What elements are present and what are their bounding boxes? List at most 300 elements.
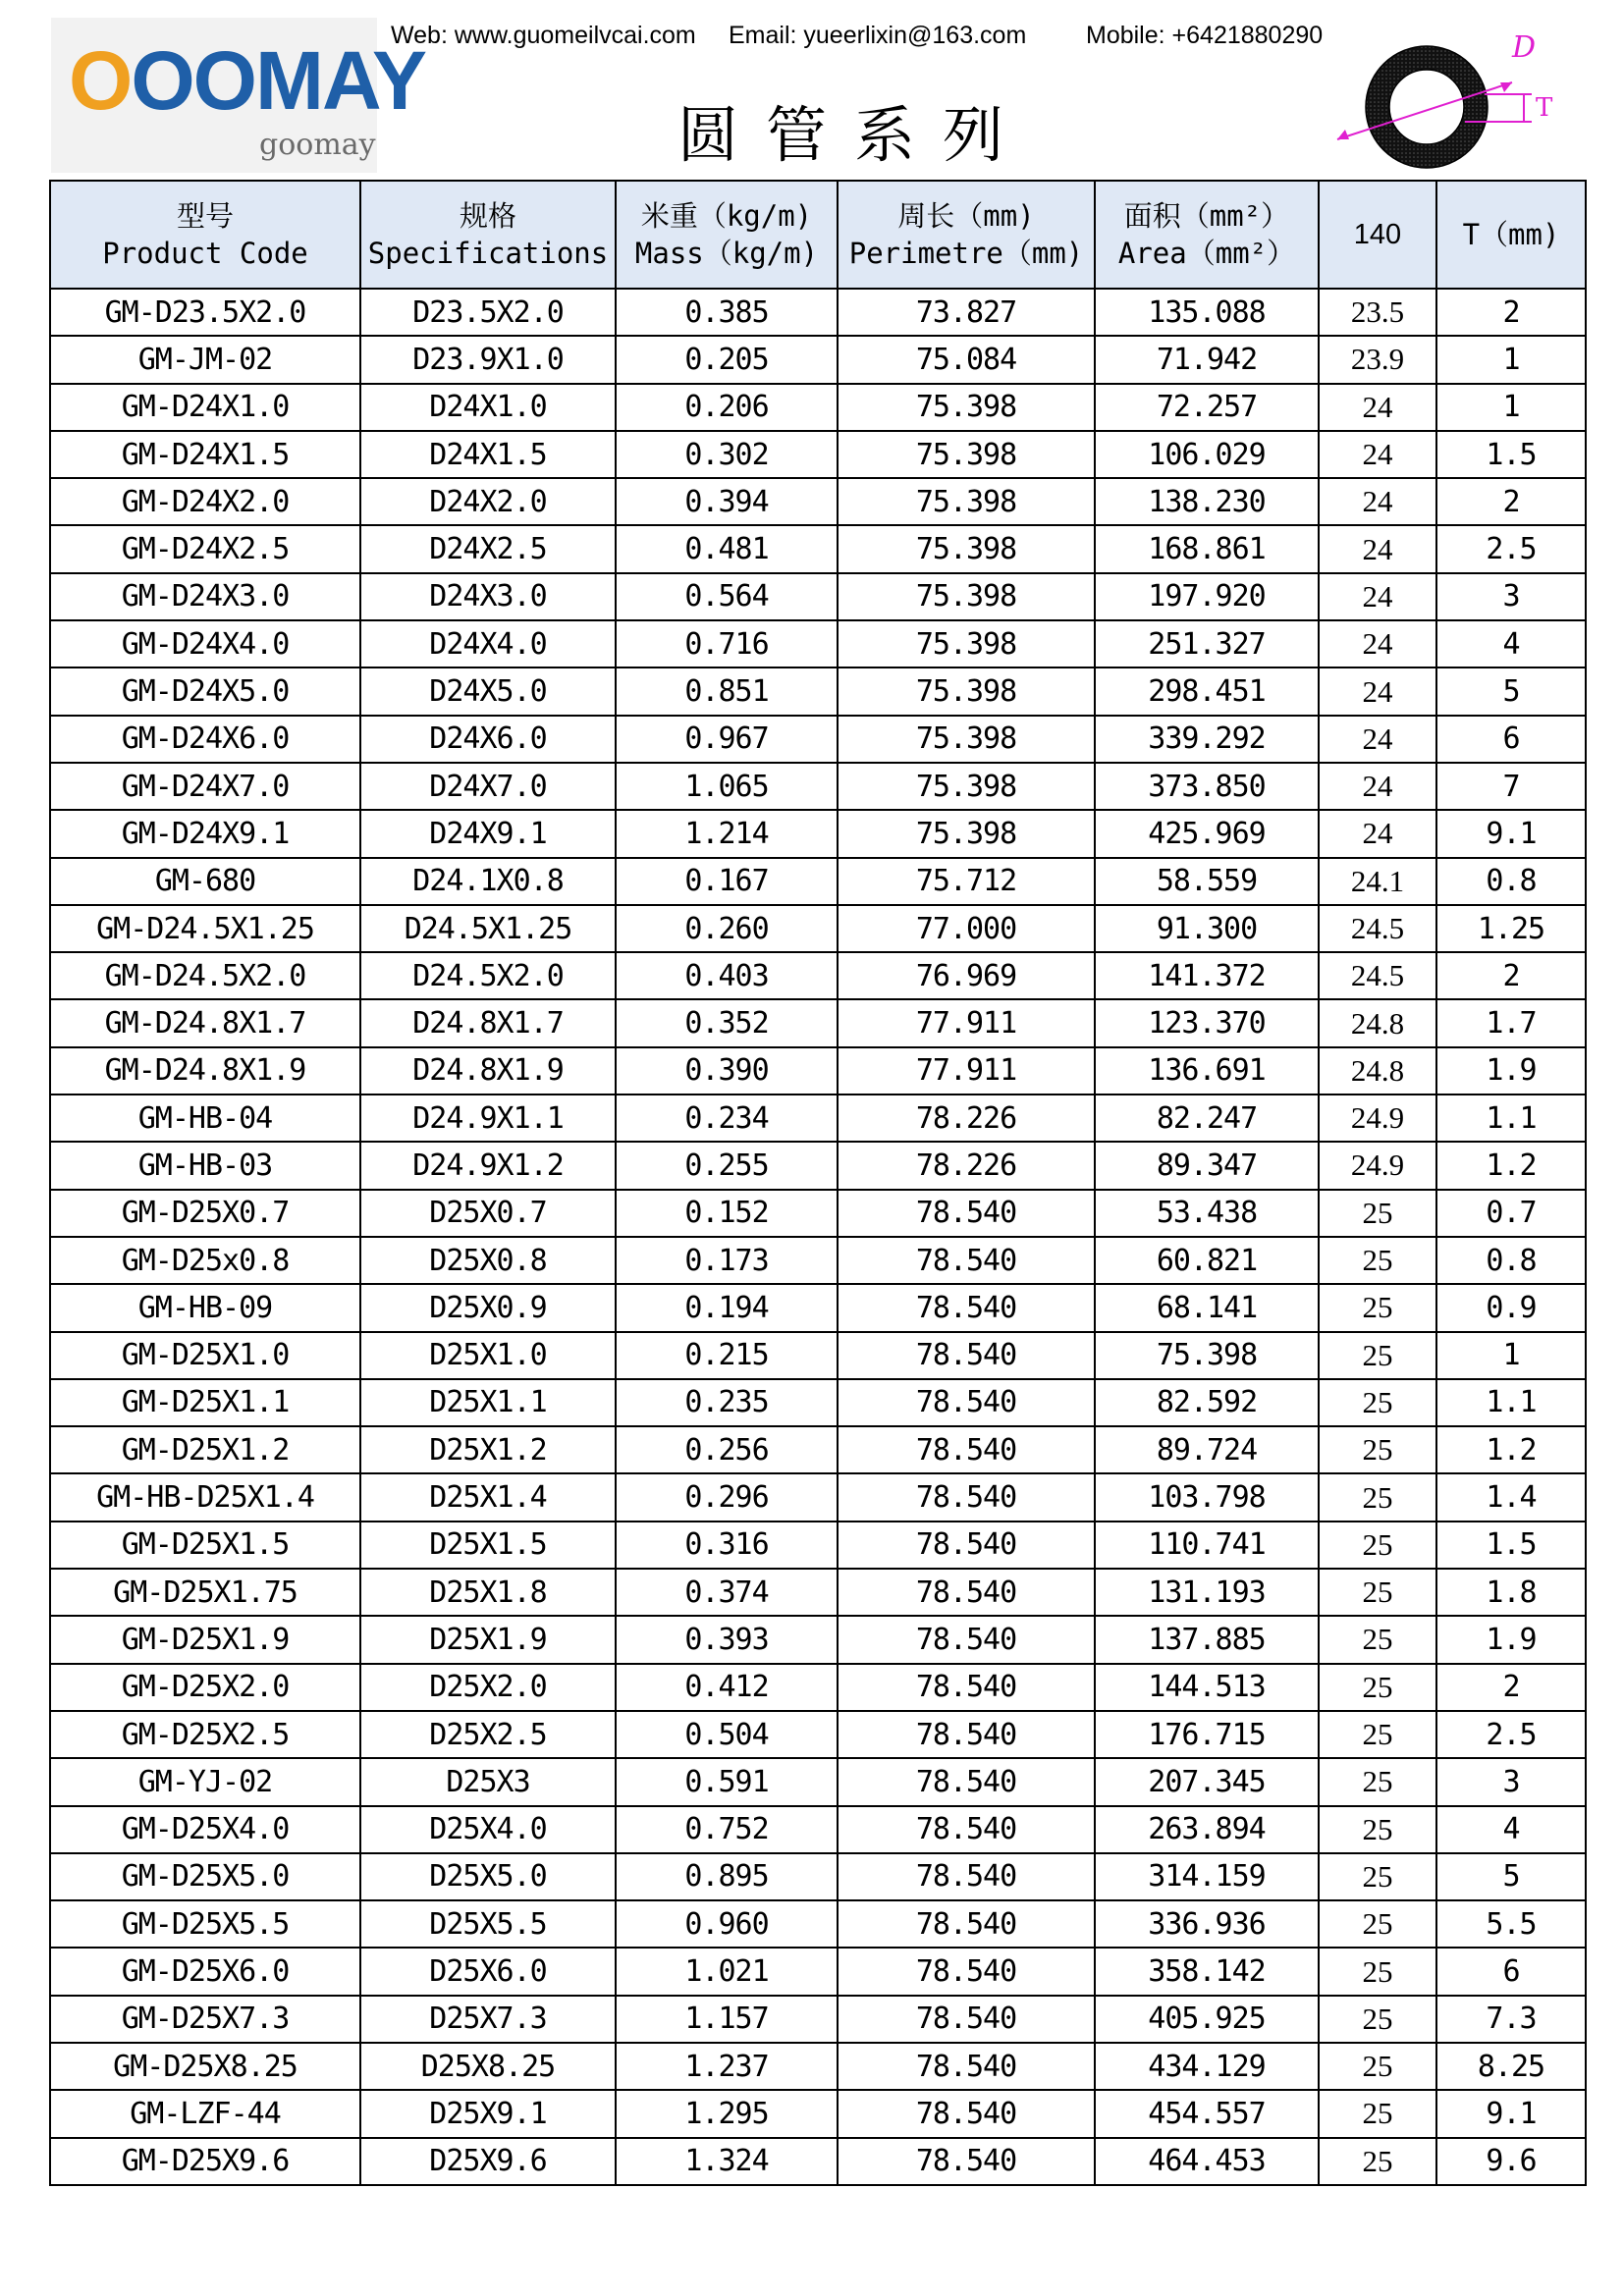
table-row bbox=[50, 1806, 1586, 1853]
cell-mass: 1.324 bbox=[616, 2138, 838, 2185]
table-row bbox=[50, 289, 1586, 336]
cell-diameter: 25 bbox=[1319, 1900, 1436, 1948]
cell-mass: 0.194 bbox=[616, 1284, 838, 1331]
cell-perimetre: 78.540 bbox=[838, 2043, 1095, 2090]
cell-mass: 0.374 bbox=[616, 1569, 838, 1616]
table-row bbox=[50, 763, 1586, 810]
cell-perimetre: 78.540 bbox=[838, 2138, 1095, 2185]
cell-thickness: 2 bbox=[1436, 478, 1586, 525]
column-header-cn: 规格 bbox=[459, 199, 516, 233]
cell-diameter: 24.8 bbox=[1319, 999, 1436, 1046]
column-header-specifications bbox=[360, 181, 616, 289]
cell-specifications: D25X5.0 bbox=[360, 1853, 616, 1900]
cell-mass: 0.385 bbox=[616, 289, 838, 336]
cell-product-code: GM-D24X2.0 bbox=[50, 478, 360, 525]
cell-perimetre: 75.398 bbox=[838, 573, 1095, 620]
cell-thickness: 1 bbox=[1436, 384, 1586, 431]
cell-perimetre: 78.540 bbox=[838, 1948, 1095, 1995]
cell-diameter: 25 bbox=[1319, 2043, 1436, 2090]
cell-product-code: GM-D25X2.0 bbox=[50, 1664, 360, 1711]
cell-specifications: D24X6.0 bbox=[360, 716, 616, 763]
column-header-en: Mass（kg/m) bbox=[634, 237, 819, 270]
cell-mass: 0.412 bbox=[616, 1664, 838, 1711]
cell-area: 314.159 bbox=[1095, 1853, 1319, 1900]
cell-perimetre: 75.398 bbox=[838, 667, 1095, 715]
table-row bbox=[50, 716, 1586, 763]
cell-thickness: 1.9 bbox=[1436, 1047, 1586, 1095]
cell-perimetre: 78.540 bbox=[838, 1616, 1095, 1663]
cell-mass: 0.152 bbox=[616, 1190, 838, 1237]
cell-specifications: D24.5X2.0 bbox=[360, 952, 616, 999]
cell-specifications: D25X9.6 bbox=[360, 2138, 616, 2185]
table-row bbox=[50, 2090, 1586, 2137]
cell-thickness: 1.8 bbox=[1436, 1569, 1586, 1616]
cell-area: 60.821 bbox=[1095, 1237, 1319, 1284]
cell-mass: 0.394 bbox=[616, 478, 838, 525]
cell-thickness: 1.1 bbox=[1436, 1379, 1586, 1426]
cell-area: 141.372 bbox=[1095, 952, 1319, 999]
cell-mass: 0.403 bbox=[616, 952, 838, 999]
cell-product-code: GM-D25X9.6 bbox=[50, 2138, 360, 2185]
cell-thickness: 2 bbox=[1436, 289, 1586, 336]
cell-product-code: GM-D25X7.3 bbox=[50, 1996, 360, 2043]
cell-perimetre: 78.226 bbox=[838, 1095, 1095, 1142]
cell-thickness: 5 bbox=[1436, 667, 1586, 715]
cell-perimetre: 78.540 bbox=[838, 1284, 1095, 1331]
cell-specifications: D25X2.5 bbox=[360, 1711, 616, 1758]
cell-mass: 0.173 bbox=[616, 1237, 838, 1284]
cell-thickness: 0.7 bbox=[1436, 1190, 1586, 1237]
cell-area: 138.230 bbox=[1095, 478, 1319, 525]
column-header-perimetre bbox=[838, 181, 1095, 289]
cell-thickness: 1.2 bbox=[1436, 1426, 1586, 1473]
cell-diameter: 24 bbox=[1319, 667, 1436, 715]
cell-mass: 0.302 bbox=[616, 431, 838, 478]
cell-area: 263.894 bbox=[1095, 1806, 1319, 1853]
cell-diameter: 24.9 bbox=[1319, 1095, 1436, 1142]
table-header-row bbox=[50, 181, 1586, 289]
cell-diameter: 23.9 bbox=[1319, 336, 1436, 383]
cell-area: 71.942 bbox=[1095, 336, 1319, 383]
cell-diameter: 25 bbox=[1319, 1332, 1436, 1379]
cell-area: 123.370 bbox=[1095, 999, 1319, 1046]
column-header-cn: 面积（mm²） bbox=[1123, 199, 1290, 233]
table-row bbox=[50, 1284, 1586, 1331]
cell-mass: 0.752 bbox=[616, 1806, 838, 1853]
cell-specifications: D25X1.0 bbox=[360, 1332, 616, 1379]
cell-thickness: 4 bbox=[1436, 620, 1586, 667]
cell-product-code: GM-D25x0.8 bbox=[50, 1237, 360, 1284]
cell-mass: 0.205 bbox=[616, 336, 838, 383]
cell-area: 339.292 bbox=[1095, 716, 1319, 763]
cell-product-code: GM-D24X7.0 bbox=[50, 763, 360, 810]
table-row bbox=[50, 1711, 1586, 1758]
table-row bbox=[50, 336, 1586, 383]
cell-specifications: D25X0.8 bbox=[360, 1237, 616, 1284]
cell-specifications: D25X0.7 bbox=[360, 1190, 616, 1237]
cell-diameter: 25 bbox=[1319, 2090, 1436, 2137]
cell-product-code: GM-HB-09 bbox=[50, 1284, 360, 1331]
cell-diameter: 25 bbox=[1319, 1237, 1436, 1284]
cell-mass: 0.851 bbox=[616, 667, 838, 715]
thickness-label: T bbox=[1536, 93, 1553, 123]
cell-specifications: D25X9.1 bbox=[360, 2090, 616, 2137]
cell-thickness: 9.1 bbox=[1436, 2090, 1586, 2137]
cell-product-code: GM-D24X3.0 bbox=[50, 573, 360, 620]
cell-perimetre: 75.398 bbox=[838, 810, 1095, 857]
table-row bbox=[50, 1616, 1586, 1663]
cell-product-code: GM-D25X1.1 bbox=[50, 1379, 360, 1426]
cell-thickness: 0.8 bbox=[1436, 858, 1586, 905]
cell-specifications: D24X3.0 bbox=[360, 573, 616, 620]
cell-mass: 0.390 bbox=[616, 1047, 838, 1095]
cell-perimetre: 76.969 bbox=[838, 952, 1095, 999]
cell-diameter: 25 bbox=[1319, 2138, 1436, 2185]
cell-thickness: 5.5 bbox=[1436, 1900, 1586, 1948]
cell-area: 454.557 bbox=[1095, 2090, 1319, 2137]
cell-specifications: D25X1.1 bbox=[360, 1379, 616, 1426]
cell-thickness: 1.1 bbox=[1436, 1095, 1586, 1142]
cell-perimetre: 77.911 bbox=[838, 1047, 1095, 1095]
cell-mass: 0.235 bbox=[616, 1379, 838, 1426]
cell-product-code: GM-D23.5X2.0 bbox=[50, 289, 360, 336]
cell-diameter: 24 bbox=[1319, 716, 1436, 763]
cell-product-code: GM-D24.8X1.7 bbox=[50, 999, 360, 1046]
cell-specifications: D24X5.0 bbox=[360, 667, 616, 715]
cell-area: 144.513 bbox=[1095, 1664, 1319, 1711]
cell-specifications: D23.5X2.0 bbox=[360, 289, 616, 336]
column-header-cn: T（mm) bbox=[1462, 218, 1560, 251]
cell-diameter: 24.8 bbox=[1319, 1047, 1436, 1095]
table-row bbox=[50, 525, 1586, 572]
cell-diameter: 24.1 bbox=[1319, 858, 1436, 905]
cell-product-code: GM-HB-03 bbox=[50, 1142, 360, 1189]
cell-perimetre: 75.398 bbox=[838, 763, 1095, 810]
cell-area: 251.327 bbox=[1095, 620, 1319, 667]
cell-mass: 0.256 bbox=[616, 1426, 838, 1473]
cell-specifications: D24.1X0.8 bbox=[360, 858, 616, 905]
cell-specifications: D24.9X1.1 bbox=[360, 1095, 616, 1142]
cell-thickness: 1 bbox=[1436, 1332, 1586, 1379]
table-row bbox=[50, 620, 1586, 667]
cell-thickness: 2 bbox=[1436, 1664, 1586, 1711]
table-row bbox=[50, 1900, 1586, 1948]
cell-mass: 0.967 bbox=[616, 716, 838, 763]
cell-perimetre: 77.000 bbox=[838, 905, 1095, 952]
column-header-mass bbox=[616, 181, 838, 289]
cell-perimetre: 78.540 bbox=[838, 1332, 1095, 1379]
mobile-number: Mobile: +6421880290 bbox=[1086, 22, 1324, 49]
cell-diameter: 25 bbox=[1319, 1806, 1436, 1853]
cell-product-code: GM-D24.5X2.0 bbox=[50, 952, 360, 999]
cell-diameter: 25 bbox=[1319, 1426, 1436, 1473]
table-row bbox=[50, 431, 1586, 478]
table-row bbox=[50, 1142, 1586, 1189]
cell-thickness: 4 bbox=[1436, 1806, 1586, 1853]
cell-area: 89.347 bbox=[1095, 1142, 1319, 1189]
table-row bbox=[50, 573, 1586, 620]
cell-mass: 0.591 bbox=[616, 1758, 838, 1805]
cell-diameter: 25 bbox=[1319, 1522, 1436, 1569]
cell-thickness: 7.3 bbox=[1436, 1996, 1586, 2043]
cell-diameter: 24 bbox=[1319, 763, 1436, 810]
column-header-area bbox=[1095, 181, 1319, 289]
cell-area: 72.257 bbox=[1095, 384, 1319, 431]
table-row bbox=[50, 999, 1586, 1046]
cell-specifications: D24X1.0 bbox=[360, 384, 616, 431]
page-title: 圆管系列 bbox=[677, 99, 1032, 171]
table-body bbox=[50, 289, 1586, 2185]
cell-diameter: 24 bbox=[1319, 431, 1436, 478]
cell-mass: 1.295 bbox=[616, 2090, 838, 2137]
cell-product-code: GM-HB-04 bbox=[50, 1095, 360, 1142]
cell-diameter: 25 bbox=[1319, 1711, 1436, 1758]
cell-product-code: GM-D25X1.2 bbox=[50, 1426, 360, 1473]
cell-area: 82.592 bbox=[1095, 1379, 1319, 1426]
cell-perimetre: 75.398 bbox=[838, 478, 1095, 525]
cell-area: 464.453 bbox=[1095, 2138, 1319, 2185]
cell-thickness: 9.1 bbox=[1436, 810, 1586, 857]
cell-product-code: GM-D25X8.25 bbox=[50, 2043, 360, 2090]
cell-diameter: 24 bbox=[1319, 478, 1436, 525]
column-header-diameter bbox=[1319, 181, 1436, 289]
cell-diameter: 25 bbox=[1319, 1569, 1436, 1616]
cell-perimetre: 78.540 bbox=[838, 2090, 1095, 2137]
cell-product-code: GM-D25X5.0 bbox=[50, 1853, 360, 1900]
cell-mass: 0.960 bbox=[616, 1900, 838, 1948]
cell-perimetre: 77.911 bbox=[838, 999, 1095, 1046]
table-row bbox=[50, 1473, 1586, 1521]
cell-area: 207.345 bbox=[1095, 1758, 1319, 1805]
table-row bbox=[50, 952, 1586, 999]
cell-area: 336.936 bbox=[1095, 1900, 1319, 1948]
cell-diameter: 25 bbox=[1319, 1473, 1436, 1521]
cell-mass: 1.214 bbox=[616, 810, 838, 857]
table-row bbox=[50, 1332, 1586, 1379]
cell-mass: 0.352 bbox=[616, 999, 838, 1046]
cell-diameter: 24 bbox=[1319, 573, 1436, 620]
cell-area: 197.920 bbox=[1095, 573, 1319, 620]
table-row bbox=[50, 858, 1586, 905]
cell-mass: 1.065 bbox=[616, 763, 838, 810]
cell-mass: 0.255 bbox=[616, 1142, 838, 1189]
cell-mass: 0.895 bbox=[616, 1853, 838, 1900]
cell-specifications: D25X1.4 bbox=[360, 1473, 616, 1521]
cell-specifications: D24X4.0 bbox=[360, 620, 616, 667]
cell-product-code: GM-D24X9.1 bbox=[50, 810, 360, 857]
cell-area: 89.724 bbox=[1095, 1426, 1319, 1473]
cell-product-code: GM-D25X4.0 bbox=[50, 1806, 360, 1853]
cell-product-code: GM-D25X2.5 bbox=[50, 1711, 360, 1758]
cell-area: 434.129 bbox=[1095, 2043, 1319, 2090]
cell-thickness: 0.9 bbox=[1436, 1284, 1586, 1331]
cell-diameter: 25 bbox=[1319, 1948, 1436, 1995]
cell-diameter: 24.5 bbox=[1319, 905, 1436, 952]
cell-product-code: GM-D24X1.5 bbox=[50, 431, 360, 478]
cell-diameter: 25 bbox=[1319, 1664, 1436, 1711]
cell-perimetre: 73.827 bbox=[838, 289, 1095, 336]
cell-thickness: 1.5 bbox=[1436, 431, 1586, 478]
cell-perimetre: 78.540 bbox=[838, 1473, 1095, 1521]
cell-perimetre: 78.540 bbox=[838, 1379, 1095, 1426]
cell-mass: 0.393 bbox=[616, 1616, 838, 1663]
cell-diameter: 24.5 bbox=[1319, 952, 1436, 999]
cell-perimetre: 78.540 bbox=[838, 1237, 1095, 1284]
cell-thickness: 0.8 bbox=[1436, 1237, 1586, 1284]
cell-area: 373.850 bbox=[1095, 763, 1319, 810]
cell-mass: 0.564 bbox=[616, 573, 838, 620]
cell-specifications: D24X1.5 bbox=[360, 431, 616, 478]
table-row bbox=[50, 667, 1586, 715]
cell-perimetre: 75.398 bbox=[838, 525, 1095, 572]
cell-diameter: 25 bbox=[1319, 1284, 1436, 1331]
cell-perimetre: 78.540 bbox=[838, 1426, 1095, 1473]
cell-area: 91.300 bbox=[1095, 905, 1319, 952]
cell-product-code: GM-LZF-44 bbox=[50, 2090, 360, 2137]
cell-product-code: GM-D25X1.9 bbox=[50, 1616, 360, 1663]
cell-thickness: 1.5 bbox=[1436, 1522, 1586, 1569]
cell-perimetre: 75.084 bbox=[838, 336, 1095, 383]
cell-area: 168.861 bbox=[1095, 525, 1319, 572]
cell-specifications: D25X8.25 bbox=[360, 2043, 616, 2090]
cell-mass: 1.157 bbox=[616, 1996, 838, 2043]
column-header-cn: 周长（mm) bbox=[897, 199, 1035, 233]
cell-area: 135.088 bbox=[1095, 289, 1319, 336]
cell-product-code: GM-HB-D25X1.4 bbox=[50, 1473, 360, 1521]
cell-area: 110.741 bbox=[1095, 1522, 1319, 1569]
table-row bbox=[50, 384, 1586, 431]
table-row bbox=[50, 1379, 1586, 1426]
cell-specifications: D24.5X1.25 bbox=[360, 905, 616, 952]
cell-area: 405.925 bbox=[1095, 1996, 1319, 2043]
cell-perimetre: 78.540 bbox=[838, 1569, 1095, 1616]
table-row bbox=[50, 1948, 1586, 1995]
email-address: Email: yueerlixin@163.com bbox=[729, 22, 1027, 49]
cell-diameter: 24 bbox=[1319, 525, 1436, 572]
cell-thickness: 1 bbox=[1436, 336, 1586, 383]
cell-perimetre: 78.226 bbox=[838, 1142, 1095, 1189]
cell-diameter: 23.5 bbox=[1319, 289, 1436, 336]
cell-product-code: GM-D25X5.5 bbox=[50, 1900, 360, 1948]
cell-perimetre: 78.540 bbox=[838, 1853, 1095, 1900]
cell-mass: 0.504 bbox=[616, 1711, 838, 1758]
cell-perimetre: 75.398 bbox=[838, 716, 1095, 763]
column-header-cn: 型号 bbox=[176, 199, 234, 233]
cell-product-code: GM-D24X1.0 bbox=[50, 384, 360, 431]
cell-specifications: D25X2.0 bbox=[360, 1664, 616, 1711]
table-row bbox=[50, 1047, 1586, 1095]
cell-specifications: D25X7.3 bbox=[360, 1996, 616, 2043]
column-header-cn: 140 bbox=[1353, 219, 1402, 250]
cell-product-code: GM-D25X1.75 bbox=[50, 1569, 360, 1616]
cell-thickness: 3 bbox=[1436, 1758, 1586, 1805]
cell-area: 176.715 bbox=[1095, 1711, 1319, 1758]
cell-product-code: GM-D24X2.5 bbox=[50, 525, 360, 572]
cell-thickness: 7 bbox=[1436, 763, 1586, 810]
cell-area: 137.885 bbox=[1095, 1616, 1319, 1663]
cell-thickness: 1.7 bbox=[1436, 999, 1586, 1046]
table-row bbox=[50, 810, 1586, 857]
cell-thickness: 9.6 bbox=[1436, 2138, 1586, 2185]
cell-thickness: 5 bbox=[1436, 1853, 1586, 1900]
cell-area: 136.691 bbox=[1095, 1047, 1319, 1095]
cell-area: 75.398 bbox=[1095, 1332, 1319, 1379]
cell-product-code: GM-D24.8X1.9 bbox=[50, 1047, 360, 1095]
table-row bbox=[50, 478, 1586, 525]
cell-product-code: GM-D24X5.0 bbox=[50, 667, 360, 715]
cell-thickness: 1.2 bbox=[1436, 1142, 1586, 1189]
cell-thickness: 1.9 bbox=[1436, 1616, 1586, 1663]
cell-diameter: 25 bbox=[1319, 1758, 1436, 1805]
cell-thickness: 1.4 bbox=[1436, 1473, 1586, 1521]
cell-mass: 0.234 bbox=[616, 1095, 838, 1142]
cell-specifications: D24X9.1 bbox=[360, 810, 616, 857]
cell-area: 298.451 bbox=[1095, 667, 1319, 715]
table-row bbox=[50, 1237, 1586, 1284]
cell-product-code: GM-D25X1.0 bbox=[50, 1332, 360, 1379]
cell-product-code: GM-D25X0.7 bbox=[50, 1190, 360, 1237]
cell-specifications: D25X5.5 bbox=[360, 1900, 616, 1948]
column-header-cn: 米重（kg/m) bbox=[640, 199, 813, 233]
cell-mass: 0.716 bbox=[616, 620, 838, 667]
table-row bbox=[50, 905, 1586, 952]
logo-subtext: goomay bbox=[259, 128, 376, 162]
cell-diameter: 24 bbox=[1319, 384, 1436, 431]
cell-area: 358.142 bbox=[1095, 1948, 1319, 1995]
cell-specifications: D24.8X1.9 bbox=[360, 1047, 616, 1095]
cell-mass: 0.260 bbox=[616, 905, 838, 952]
cell-area: 103.798 bbox=[1095, 1473, 1319, 1521]
cell-thickness: 6 bbox=[1436, 1948, 1586, 1995]
cell-product-code: GM-D24.5X1.25 bbox=[50, 905, 360, 952]
table-row bbox=[50, 1664, 1586, 1711]
spec-table bbox=[49, 180, 1587, 2186]
round-tube-diagram-icon bbox=[1326, 14, 1561, 176]
cell-area: 82.247 bbox=[1095, 1095, 1319, 1142]
column-header-en: Area（mm²） bbox=[1117, 237, 1296, 270]
tube-ring bbox=[1378, 58, 1476, 156]
cell-specifications: D25X4.0 bbox=[360, 1806, 616, 1853]
table-row bbox=[50, 1095, 1586, 1142]
cell-product-code: GM-D24X6.0 bbox=[50, 716, 360, 763]
cell-thickness: 6 bbox=[1436, 716, 1586, 763]
column-header-thickness bbox=[1436, 181, 1586, 289]
cell-specifications: D24X2.5 bbox=[360, 525, 616, 572]
cell-perimetre: 75.398 bbox=[838, 620, 1095, 667]
cell-area: 58.559 bbox=[1095, 858, 1319, 905]
cell-thickness: 3 bbox=[1436, 573, 1586, 620]
cell-area: 106.029 bbox=[1095, 431, 1319, 478]
column-header-product-code bbox=[50, 181, 360, 289]
cell-mass: 1.021 bbox=[616, 1948, 838, 1995]
cell-product-code: GM-D24X4.0 bbox=[50, 620, 360, 667]
cell-area: 131.193 bbox=[1095, 1569, 1319, 1616]
cell-specifications: D25X1.2 bbox=[360, 1426, 616, 1473]
cell-specifications: D25X1.8 bbox=[360, 1569, 616, 1616]
cell-thickness: 2 bbox=[1436, 952, 1586, 999]
table-row bbox=[50, 1853, 1586, 1900]
cell-perimetre: 78.540 bbox=[838, 1996, 1095, 2043]
cell-specifications: D23.9X1.0 bbox=[360, 336, 616, 383]
table-row bbox=[50, 2138, 1586, 2185]
cell-area: 68.141 bbox=[1095, 1284, 1319, 1331]
column-header-en: Product Code bbox=[102, 237, 308, 270]
cell-mass: 1.237 bbox=[616, 2043, 838, 2090]
cell-specifications: D24X7.0 bbox=[360, 763, 616, 810]
cell-mass: 0.296 bbox=[616, 1473, 838, 1521]
cell-specifications: D25X1.5 bbox=[360, 1522, 616, 1569]
cell-diameter: 25 bbox=[1319, 1379, 1436, 1426]
